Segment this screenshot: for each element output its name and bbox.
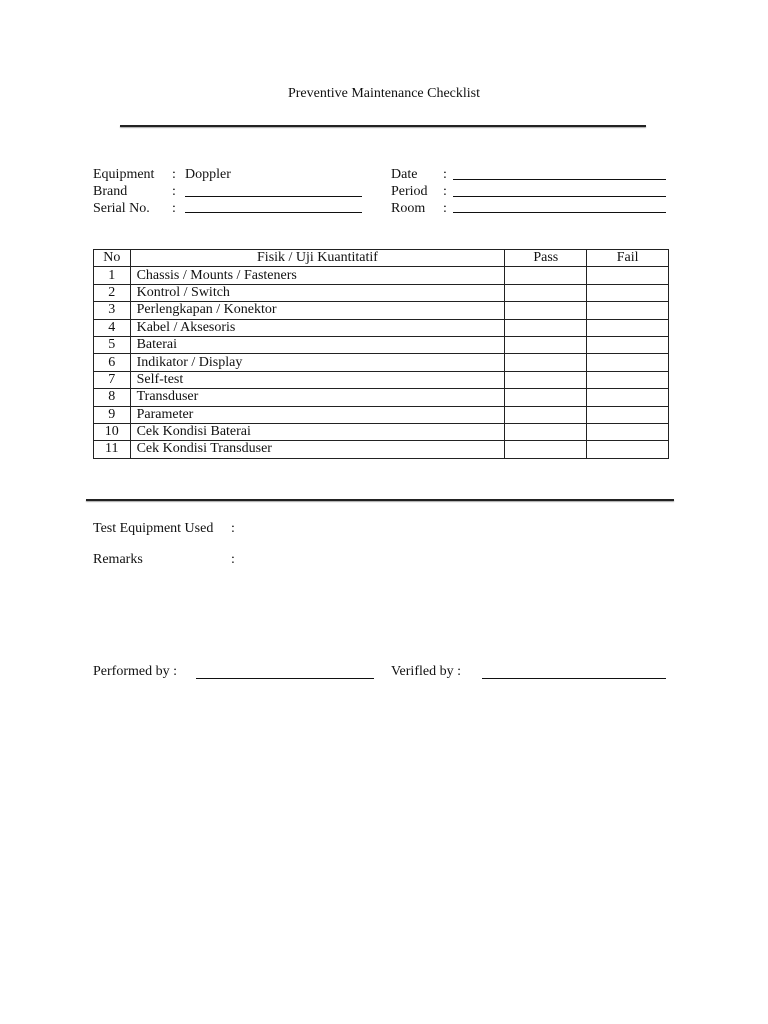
fail-cell[interactable] [587,371,669,388]
fail-cell[interactable] [587,389,669,406]
verified-by-label: Verifled by : [391,664,461,679]
row-item: Indikator / Display [130,354,505,371]
table-row [94,406,669,423]
row-item: Chassis / Mounts / Fasteners [130,267,505,284]
table-row [94,441,669,458]
row-item: Kabel / Aksesoris [130,319,505,336]
row-item: Self-test [130,371,505,388]
header-item: Fisik / Uji Kuantitatif [130,250,505,267]
fail-cell[interactable] [587,441,669,458]
fail-cell[interactable] [587,267,669,284]
equipment-value: Doppler [185,167,231,182]
row-item: Cek Kondisi Transduser [130,441,505,458]
title-divider [120,125,646,127]
section-divider [86,499,674,501]
fail-cell[interactable] [587,336,669,353]
table-row [94,423,669,440]
fail-cell[interactable] [587,319,669,336]
checklist-table [93,249,669,459]
test-equipment-label: Test Equipment Used [93,521,214,536]
row-no: 1 [94,267,131,284]
pass-cell[interactable] [505,302,587,319]
table-row [94,284,669,301]
row-item: Perlengkapan / Konektor [130,302,505,319]
room-field[interactable] [453,212,666,213]
fail-cell[interactable] [587,406,669,423]
table-row [94,302,669,319]
row-item: Cek Kondisi Baterai [130,423,505,440]
room-label: Room [391,201,426,216]
pass-cell[interactable] [505,441,587,458]
row-no: 4 [94,319,131,336]
brand-label: Brand [93,184,128,199]
pass-cell[interactable] [505,319,587,336]
verified-by-field[interactable] [482,678,666,679]
fail-cell[interactable] [587,284,669,301]
brand-field[interactable] [185,196,362,197]
date-colon: : [443,167,447,182]
test-equipment-colon: : [231,521,235,536]
table-row [94,389,669,406]
period-field[interactable] [453,196,666,197]
room-colon: : [443,201,447,216]
row-no: 9 [94,406,131,423]
serial-label: Serial No. [93,201,150,216]
date-field[interactable] [453,179,666,180]
fail-cell[interactable] [587,302,669,319]
row-no: 11 [94,441,131,458]
table-row [94,267,669,284]
row-item: Transduser [130,389,505,406]
row-no: 10 [94,423,131,440]
page-title: Preventive Maintenance Checklist [287,86,481,101]
header-fail: Fail [587,250,669,267]
date-label: Date [391,167,418,182]
table-row [94,336,669,353]
table-header-row [94,250,669,267]
table-row [94,371,669,388]
period-colon: : [443,184,447,199]
header-pass: Pass [505,250,587,267]
pass-cell[interactable] [505,389,587,406]
serial-field[interactable] [185,212,362,213]
row-item: Kontrol / Switch [130,284,505,301]
row-no: 3 [94,302,131,319]
row-no: 8 [94,389,131,406]
fail-cell[interactable] [587,423,669,440]
remarks-label: Remarks [93,552,143,567]
pass-cell[interactable] [505,406,587,423]
row-no: 6 [94,354,131,371]
row-item: Baterai [130,336,505,353]
fail-cell[interactable] [587,354,669,371]
serial-colon: : [172,201,176,216]
pass-cell[interactable] [505,284,587,301]
pass-cell[interactable] [505,371,587,388]
pass-cell[interactable] [505,354,587,371]
performed-by-field[interactable] [196,678,374,679]
row-no: 7 [94,371,131,388]
row-no: 5 [94,336,131,353]
pass-cell[interactable] [505,267,587,284]
equipment-label: Equipment [93,167,155,182]
table-row [94,319,669,336]
row-no: 2 [94,284,131,301]
header-no: No [94,250,131,267]
equipment-colon: : [172,167,176,182]
brand-colon: : [172,184,176,199]
period-label: Period [391,184,428,199]
remarks-colon: : [231,552,235,567]
pass-cell[interactable] [505,336,587,353]
performed-by-label: Performed by : [93,664,177,679]
pass-cell[interactable] [505,423,587,440]
table-row [94,354,669,371]
row-item: Parameter [130,406,505,423]
